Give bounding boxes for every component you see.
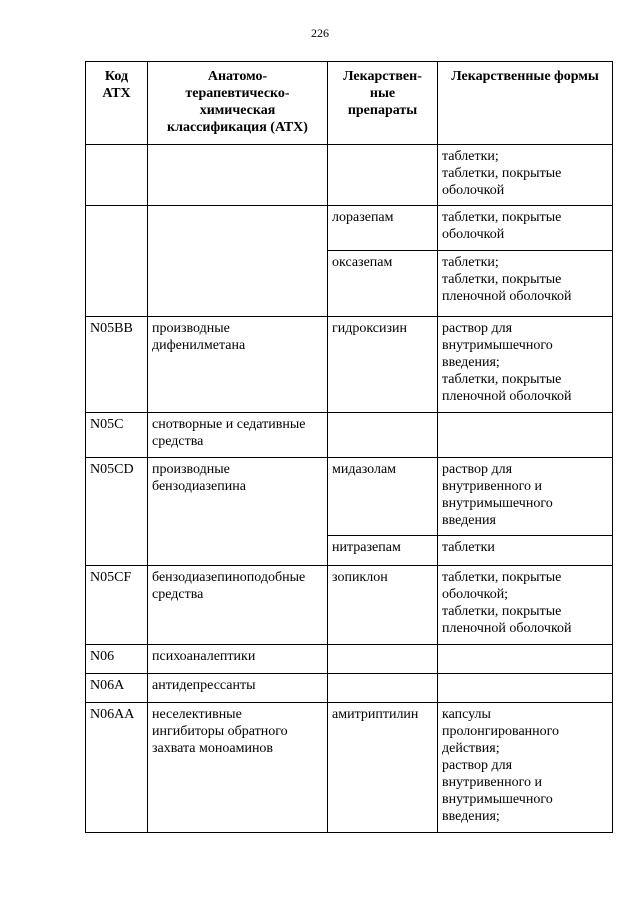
cell-form: таблетки; таблетки, покрытые оболочкой bbox=[438, 145, 613, 206]
cell-drug bbox=[328, 674, 438, 703]
cell-code: N06AA bbox=[86, 703, 148, 833]
cell-form: таблетки, покрытые оболочкой bbox=[438, 206, 613, 251]
cell-drug bbox=[328, 145, 438, 206]
cell-drug bbox=[328, 413, 438, 458]
table-row bbox=[86, 145, 613, 206]
table-row bbox=[86, 645, 613, 674]
cell-form bbox=[438, 413, 613, 458]
cell-form: раствор для внутривенного и внутримышечного введения bbox=[438, 458, 613, 536]
header-drugs: Лекарствен- ные препараты bbox=[328, 62, 438, 145]
cell-classification: антидепрессанты bbox=[148, 674, 328, 703]
cell-code: N05C bbox=[86, 413, 148, 458]
cell-classification bbox=[148, 145, 328, 206]
table-row bbox=[86, 674, 613, 703]
cell-classification: производные дифенилметана bbox=[148, 317, 328, 413]
cell-classification: производные бензодиазепина bbox=[148, 458, 328, 566]
cell-drug: амитриптилин bbox=[328, 703, 438, 833]
cell-drug: нитразепам bbox=[328, 536, 438, 566]
atx-table bbox=[85, 61, 613, 833]
header-classification: Анатомо- терапевтическо- химическая классификация (АТХ) bbox=[148, 62, 328, 145]
cell-drug: зопиклон bbox=[328, 566, 438, 645]
table-row bbox=[86, 413, 613, 458]
cell-classification: неселективные ингибиторы обратного захвата моноаминов bbox=[148, 703, 328, 833]
cell-classification: бензодиазепиноподобные средства bbox=[148, 566, 328, 645]
header-code: Код АТХ bbox=[86, 62, 148, 145]
header-forms: Лекарственные формы bbox=[438, 62, 613, 145]
cell-code: N05CF bbox=[86, 566, 148, 645]
table-row bbox=[86, 317, 613, 413]
cell-form: капсулы пролонгированного действия; раствор для внутривенного и внутримышечного введения; bbox=[438, 703, 613, 833]
cell-code: N05BB bbox=[86, 317, 148, 413]
header-row bbox=[86, 62, 613, 145]
cell-drug: гидроксизин bbox=[328, 317, 438, 413]
cell-classification bbox=[148, 206, 328, 317]
cell-form: таблетки; таблетки, покрытые пленочной оболочкой bbox=[438, 251, 613, 317]
cell-drug bbox=[328, 645, 438, 674]
cell-code: N06A bbox=[86, 674, 148, 703]
cell-form: таблетки bbox=[438, 536, 613, 566]
cell-drug: мидазолам bbox=[328, 458, 438, 536]
cell-form: раствор для внутримышечного введения; таблетки, покрытые пленочной оболочкой bbox=[438, 317, 613, 413]
page-number: 226 bbox=[311, 26, 329, 40]
cell-form bbox=[438, 674, 613, 703]
table-row bbox=[86, 206, 613, 251]
cell-code bbox=[86, 145, 148, 206]
table-row bbox=[86, 458, 613, 536]
table-row bbox=[86, 566, 613, 645]
cell-form bbox=[438, 645, 613, 674]
cell-drug: оксазепам bbox=[328, 251, 438, 317]
cell-code: N06 bbox=[86, 645, 148, 674]
cell-form: таблетки, покрытые оболочкой; таблетки, покрытые пленочной оболочкой bbox=[438, 566, 613, 645]
cell-classification: снотворные и седативные средства bbox=[148, 413, 328, 458]
table-row bbox=[86, 703, 613, 833]
cell-drug: лоразепам bbox=[328, 206, 438, 251]
cell-code: N05CD bbox=[86, 458, 148, 566]
cell-classification: психоаналептики bbox=[148, 645, 328, 674]
cell-code bbox=[86, 206, 148, 317]
